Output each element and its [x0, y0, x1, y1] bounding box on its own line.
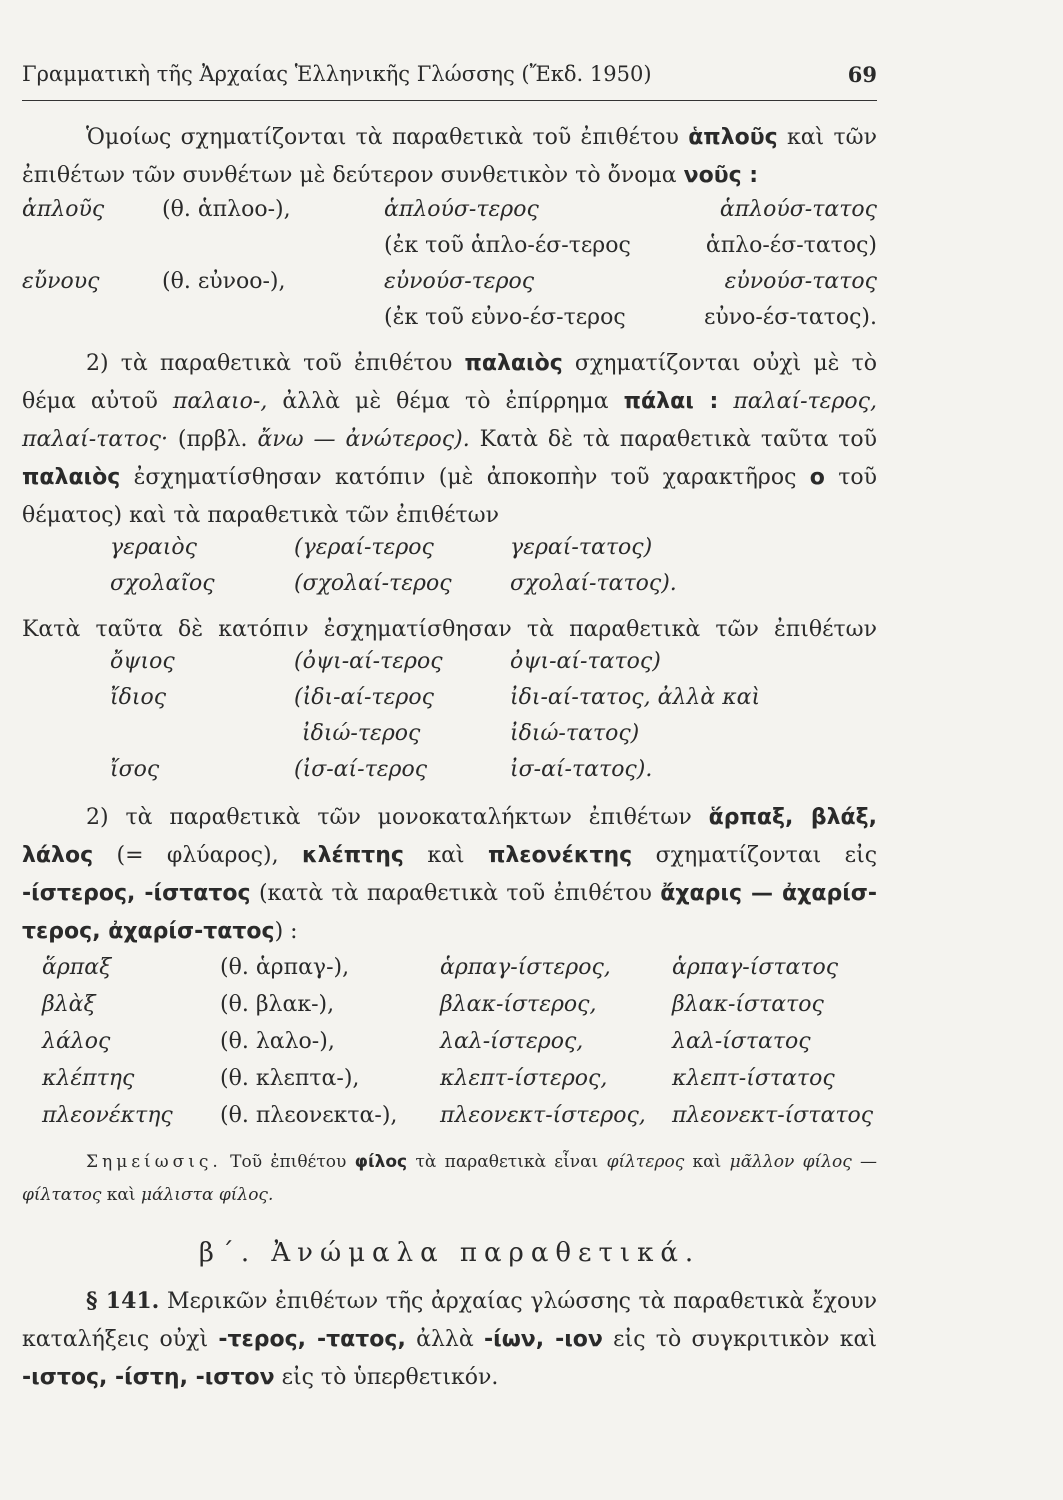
cell-comparative: (γεραί-τερος [294, 535, 434, 560]
p2-g: ἄνω — ἀνώτερος). [257, 427, 470, 452]
cell-superlative: πλεονεκτ-ίστατος [672, 1103, 874, 1128]
table-row [22, 305, 877, 341]
p5-d: εἰς τὸ ὑπερθετικόν. [281, 1365, 499, 1390]
table-opsios [22, 649, 877, 793]
p5-bold-endings-1: -τερος, -τατος, [218, 1327, 406, 1352]
p4-f: ) : [274, 919, 298, 944]
cell-comparative: βλακ-ίστερος, [440, 992, 597, 1017]
cell-superlative: κλεπτ-ίστατος [672, 1066, 835, 1091]
p2-bold-palaios-2: παλαιὸς [22, 465, 121, 490]
paragraph-1 [22, 119, 877, 195]
p2-bold-palaios: παλαιὸς [464, 351, 563, 376]
p4-a: 2) τὰ παραθετικὰ τῶν μονοκαταλήκτων ἐπιθέτων [86, 805, 692, 830]
table-row [22, 233, 877, 269]
cell-word: πλεονέκτης [42, 1103, 173, 1128]
table-row [22, 269, 877, 305]
table-row [22, 1066, 877, 1103]
p5-b: ἀλλὰ [416, 1327, 474, 1352]
paragraph-3: Κατὰ ταῦτα δὲ κατόπιν ἐσχηματίσθησαν τὰ παραθετικὰ τῶν ἐπιθέτων [22, 617, 877, 642]
cell-stem: (θ. βλακ-), [220, 992, 335, 1017]
cell-word: βλὰξ [42, 992, 96, 1017]
cell-superlative: ἰσ-αί-τατος). [510, 757, 653, 782]
note-a: Τοῦ ἐπιθέτου [230, 1152, 347, 1172]
paragraph-2 [22, 345, 877, 535]
table-row [22, 757, 877, 793]
cell-comparative: (ἰδι-αί-τερος [294, 685, 434, 710]
table-row [22, 992, 877, 1029]
p4-e: (κατὰ τὰ παραθετικὰ τοῦ ἐπιθέτου [258, 881, 652, 906]
section-number: § 141. [86, 1288, 160, 1314]
cell-superlative: ἰδι-αί-τατος, ἀλλὰ καὶ [510, 685, 761, 710]
table-row [22, 535, 877, 571]
cell-stem: (θ. πλεονεκτα-), [220, 1103, 398, 1128]
cell-superlative: γεραί-τατος) [510, 535, 653, 560]
cell-comparative: λαλ-ίστερος, [440, 1029, 584, 1054]
p2-bold-o: ο [809, 465, 825, 490]
cell-comparative: ἰδιώ-τερος [302, 721, 421, 746]
cell-word: ἁπλοῦς [22, 197, 105, 222]
p4-bold-words: ἅρπαξ, βλάξ, λάλος [22, 805, 877, 868]
cell-comparative: (σχολαί-τερος [294, 571, 452, 596]
cell-word: σχολαῖος [110, 571, 215, 596]
note-d: καὶ [692, 1152, 722, 1172]
table-haplous [22, 197, 877, 341]
p2-h: Κατὰ δὲ τὰ παραθετικὰ ταῦτα τοῦ [479, 427, 878, 452]
p2-b: σχηματίζονται οὐχὶ μὲ τὸ θέμα αὐτοῦ [22, 351, 877, 414]
cell-superlative: ὀψι-αί-τατος) [510, 649, 661, 674]
cell-superlative: ἁρπαγ-ίστατος [672, 955, 839, 980]
table-row [22, 721, 877, 757]
note-c: φίλτερος [606, 1152, 685, 1172]
header-title: Γραμματικὴ τῆς Ἀρχαίας Ἑλληνικῆς Γλώσσης (Ἔκδ. 1950) [22, 62, 652, 86]
table-row [22, 571, 877, 607]
cell-word: γεραιὸς [110, 535, 197, 560]
table-geraios [22, 535, 877, 607]
section-title: β΄. Ἀνώμαλα παραθετικά. [198, 1238, 701, 1268]
cell-comparative: κλεπτ-ίστερος, [440, 1066, 608, 1091]
p4-b: (= φλύαρος), [116, 843, 279, 868]
cell-word: λάλος [42, 1029, 111, 1054]
cell-word: ἴσος [110, 757, 160, 782]
table-row [22, 685, 877, 721]
cell-word: κλέπτης [42, 1066, 135, 1091]
cell-word: εὔνους [22, 269, 100, 294]
cell-word: ὄψιος [110, 649, 175, 674]
cell-comparative: (ὀψι-αί-τερος [294, 649, 443, 674]
p4-bold-kleptes: κλέπτης [301, 843, 404, 868]
table-row [22, 1103, 877, 1140]
p2-i: ἐσχηματίσθησαν κατόπιν (μὲ ἀποκοπὴν τοῦ χαρακτῆρος [133, 465, 797, 490]
cell-superlative: σχολαί-τατος). [510, 571, 677, 596]
table-row [22, 955, 877, 992]
p2-d: ἀλλὰ μὲ θέμα τὸ ἐπίρρημα [282, 389, 609, 414]
p2-bold-palai: πάλαι : [623, 389, 719, 414]
note-bold-filos: φίλος [354, 1152, 408, 1172]
cell-superlative: ἁπλούσ-τατος [719, 197, 877, 222]
cell-stem: (θ. ἁπλοο-), [162, 197, 291, 222]
page [22, 60, 877, 1397]
p4-bold-endings: -ίστερος, -ίστατος [22, 881, 251, 906]
p2-f: (πρβλ. [177, 427, 248, 452]
p4-c: καὶ [427, 843, 465, 868]
p5-bold-endings-3: -ιστος, -ίστη, -ιστον [22, 1365, 275, 1390]
paragraph-4 [22, 799, 877, 951]
p1-bold-haplous: ἁπλοῦς [688, 125, 778, 150]
paragraph-141 [22, 1282, 877, 1397]
cell-stem: (θ. ἁρπαγ-), [220, 955, 350, 980]
table-harpax [22, 955, 877, 1140]
note-label: Σημείωσις. [86, 1152, 222, 1172]
p2-j: τοῦ θέματος) καὶ τὰ παραθετικὰ τῶν ἐπιθέτων [22, 465, 877, 528]
p1-text-b: καὶ τῶν ἐπιθέτων τῶν συνθέτων μὲ δεύτερον συνθετικὸν τὸ ὄνομα [22, 125, 877, 188]
p2-c: παλαιο-, [172, 389, 268, 414]
cell-comparative: (ἐκ τοῦ ἁπλο-έσ-τερος [384, 233, 631, 258]
cell-superlative: ἰδιώ-τατος) [510, 721, 640, 746]
p1-text-a: Ὁμοίως σχηματίζονται τὰ παραθετικὰ τοῦ ἐπιθέτου [86, 125, 679, 150]
table-row [22, 197, 877, 233]
cell-comparative: (ἰσ-αί-τερος [294, 757, 428, 782]
p2-e: παλαί-τερος, παλαί-τατος· [22, 389, 877, 452]
cell-comparative: (ἐκ τοῦ εὐνο-έσ-τερος [384, 305, 626, 330]
p4-bold-pleonektes: πλεονέκτης [487, 843, 633, 868]
cell-stem: (θ. εὐνοο-), [162, 269, 286, 294]
cell-superlative: ἁπλο-έσ-τατος) [705, 233, 877, 258]
note-f: καὶ [106, 1185, 136, 1205]
p5-bold-endings-2: -ίων, -ιον [483, 1327, 603, 1352]
cell-word: ἴδιος [110, 685, 167, 710]
cell-word: ἅρπαξ [42, 955, 112, 980]
note-b: τὰ παραθετικὰ εἶναι [415, 1152, 599, 1172]
p5-a: Μερικῶν ἐπιθέτων τῆς ἀρχαίας γλώσσης τὰ παραθετικὰ ἔχουν καταλήξεις οὐχὶ [22, 1289, 877, 1352]
note [22, 1146, 877, 1212]
cell-comparative: πλεονεκτ-ίστερος, [440, 1103, 646, 1128]
cell-comparative: ἁρπαγ-ίστερος, [440, 955, 611, 980]
p2-a: 2) τὰ παραθετικὰ τοῦ ἐπιθέτου [86, 351, 453, 376]
table-row [22, 1029, 877, 1066]
cell-superlative: βλακ-ίστατος [672, 992, 824, 1017]
p4-d: σχηματίζονται εἰς [655, 843, 878, 868]
cell-stem: (θ. κλεπτα-), [220, 1066, 360, 1091]
cell-superlative: εὐνούσ-τατος [724, 269, 877, 294]
cell-comparative: ἁπλούσ-τερος [384, 197, 539, 222]
running-header [22, 60, 877, 101]
cell-superlative: εὐνο-έσ-τατος). [703, 305, 877, 330]
cell-stem: (θ. λαλο-), [220, 1029, 335, 1054]
p4-bold-acharis: ἄχαρις — ἀχαρίσ-τερος, ἀχαρίσ-τατος [22, 881, 878, 944]
cell-comparative: εὐνούσ-τερος [384, 269, 535, 294]
page-number: 69 [847, 62, 877, 87]
table-row [22, 649, 877, 685]
note-e: μᾶλλον φίλος — φίλτατος [22, 1152, 878, 1205]
p5-c: εἰς τὸ συγκριτικὸν καὶ [613, 1327, 877, 1352]
note-g: μάλιστα φίλος. [140, 1185, 274, 1205]
p1-bold-nous: νοῦς : [683, 163, 759, 188]
cell-superlative: λαλ-ίστατος [672, 1029, 811, 1054]
